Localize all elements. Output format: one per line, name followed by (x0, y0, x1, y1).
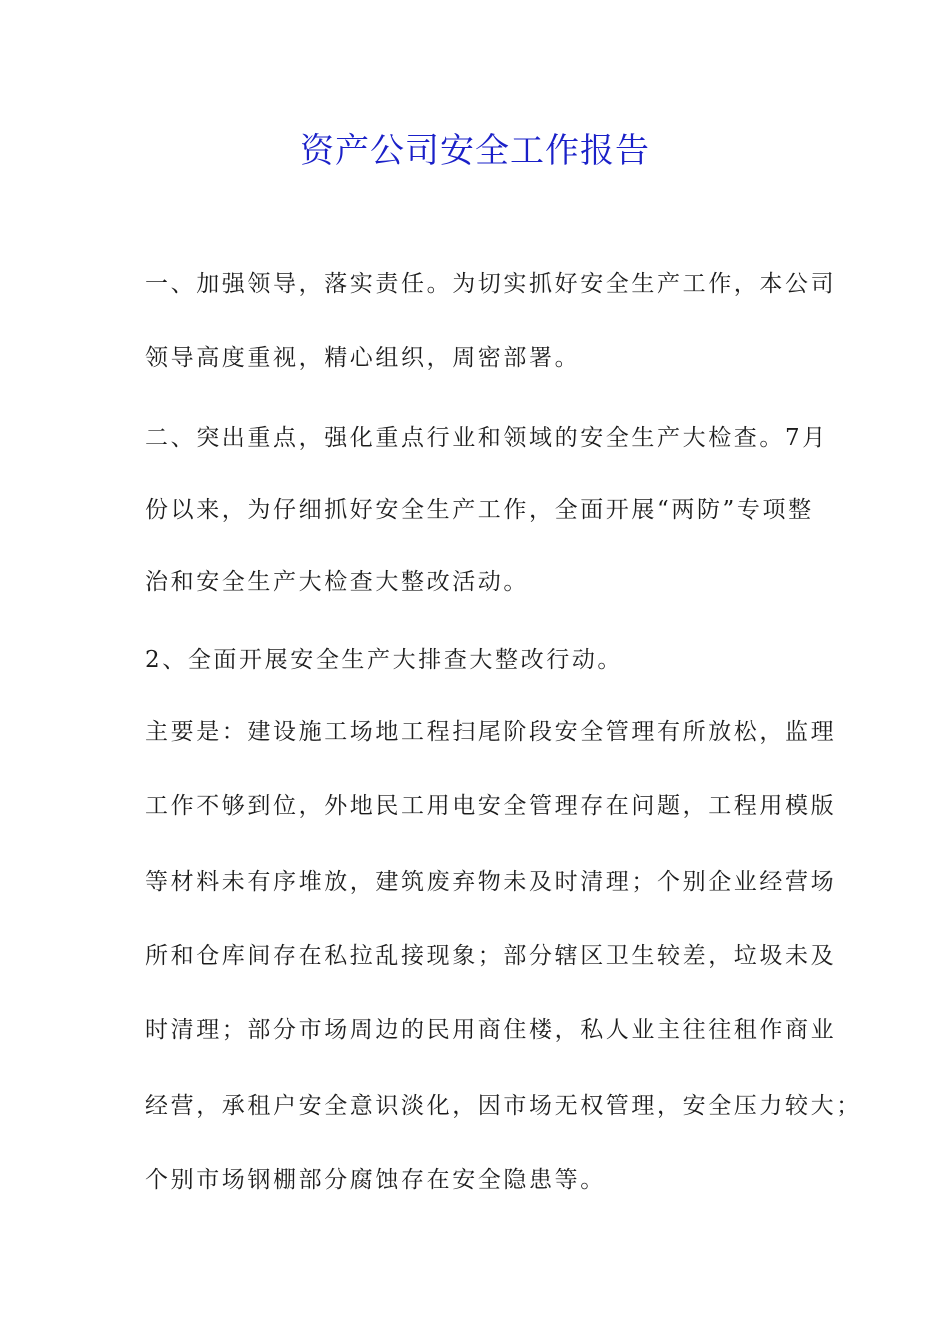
paragraph-4-line-4: 所和仓库间存在私拉乱接现象；部分辖区卫生较差，垃圾未及 (145, 943, 837, 969)
paragraph-4-line-1: 主要是：建设施工场地工程扫尾阶段安全管理有所放松，监理 (145, 719, 837, 745)
paragraph-2-line-1: 二、突出重点，强化重点行业和领域的安全生产大检查。7月 (145, 425, 828, 451)
paragraph-4-line-7: 个别市场钢棚部分腐蚀存在安全隐患等。 (145, 1167, 606, 1193)
paragraph-3-line-1: 2、全面开展安全生产大排查大整改行动。 (145, 647, 624, 673)
paragraph-4-line-6: 经营，承租户安全意识淡化，因市场无权管理，安全压力较大； (145, 1093, 862, 1119)
paragraph-1-line-2: 领导高度重视，精心组织，周密部署。 (145, 345, 581, 371)
paragraph-2-line-3: 治和安全生产大检查大整改活动。 (145, 569, 529, 595)
paragraph-2-line-2: 份以来，为仔细抓好安全生产工作，全面开展“两防”专项整 (145, 497, 814, 523)
paragraph-4-line-2: 工作不够到位，外地民工用电安全管理存在问题，工程用模版 (145, 793, 837, 819)
paragraph-4-line-5: 时清理；部分市场周边的民用商住楼，私人业主往往租作商业 (145, 1017, 837, 1043)
paragraph-1-line-1: 一、加强领导，落实责任。为切实抓好安全生产工作，本公司 (145, 271, 837, 297)
document-title: 资产公司安全工作报告 (300, 131, 650, 171)
paragraph-4-line-3: 等材料未有序堆放，建筑废弃物未及时清理；个别企业经营场 (145, 869, 837, 895)
